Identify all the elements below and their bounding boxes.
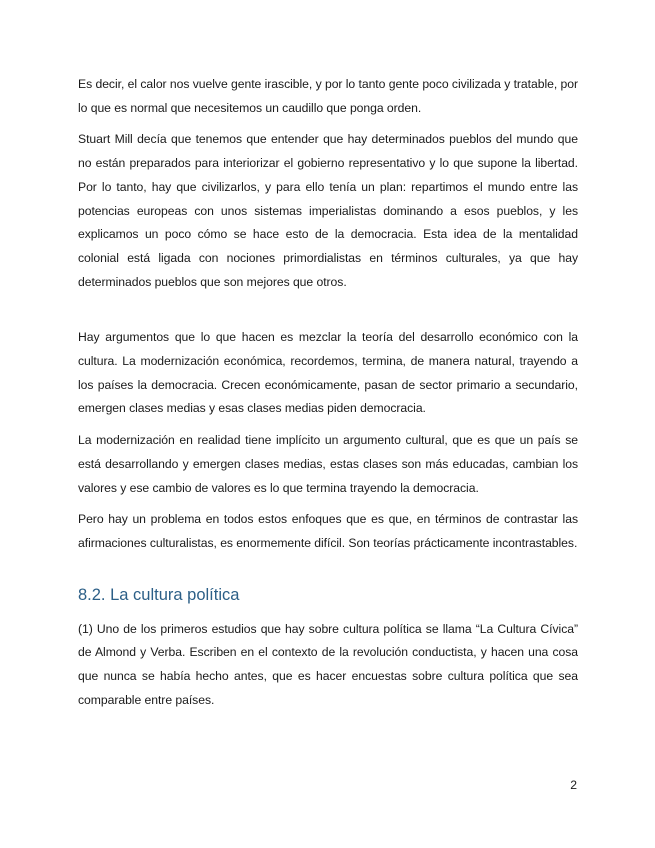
paragraph-calor: Es decir, el calor nos vuelve gente irascible, y por lo tanto gente poco civilizada y tratable, por lo que es normal que necesitemos un caudillo que ponga orden.: [78, 77, 578, 115]
document-body: [78, 73, 578, 712]
section-heading: 8.2. La cultura política: [78, 585, 240, 604]
page-number: 2: [570, 778, 577, 792]
paragraph-modernizacion: La modernización en realidad tiene implícito un argumento cultural, que es que un país se está desarrollando y emergen clases medias, estas clases son más educadas, cambian los valores y ese cambio de valores es lo que termina trayendo la democracia.: [78, 433, 578, 495]
paragraph-stuart-mill: Stuart Mill decía que tenemos que entender que hay determinados pueblos del mundo que no están preparados para interiorizar el gobierno representativo y lo que supone la libertad. Por lo tanto, hay que civilizarlos, y para ello tenía un plan: repartimos el mundo entre las potencias europeas con unos sistemas imperialistas dominando a esos pueblos, y les explicamos un poco cómo se hace esto de la democracia. Esta idea de la mentalidad colonial está ligada con nociones primordialistas en términos culturales, ya que hay determinados pueblos que son mejores que otros.: [78, 132, 578, 289]
paragraph-cultura-civica: (1) Uno de los primeros estudios que hay sobre cultura política se llama “La Cultura Cívica” de Almond y Verba. Escriben en el contexto de la revolución conductista, y hacen una cosa que nunca se había hecho antes, que es hacer encuestas sobre cultura política que sea comparable entre países.: [78, 621, 578, 707]
paragraph-desarrollo-economico: Hay argumentos que lo que hacen es mezclar la teoría del desarrollo económico con la cultura. La modernización económica, recordemos, termina, de manera natural, trayendo a los países la democracia. Crecen económicamente, pasan de sector primario a secundario, emergen clases medias y esas clases medias piden democracia.: [78, 330, 578, 416]
paragraph-problema-enfoques: Pero hay un problema en todos estos enfoques que es que, en términos de contrastar las afirmaciones culturalistas, es enormemente difícil. Son teorías prácticamente incontrastables.: [78, 512, 578, 550]
